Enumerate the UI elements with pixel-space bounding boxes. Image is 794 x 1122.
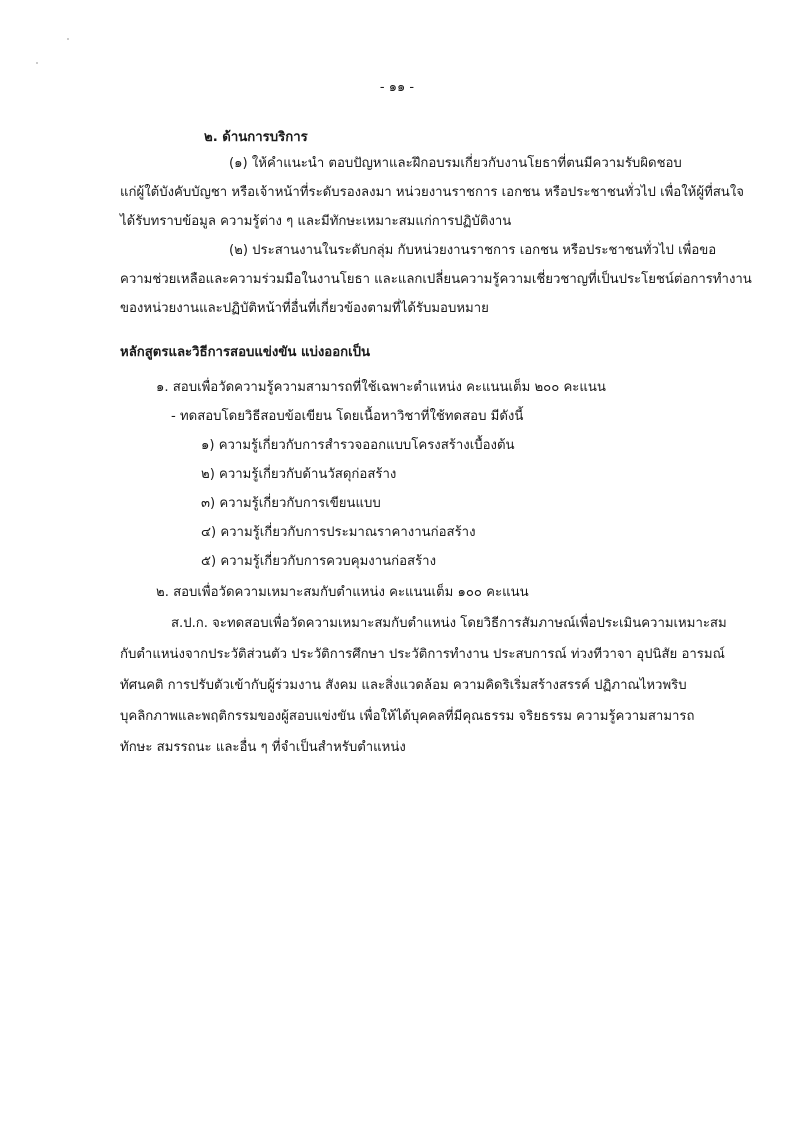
service-item-2-line-2: ความช่วยเหลือและความร่วมมือในงานโยธา และแลกเปลี่ยนความรู้ความเชี่ยวชาญที่เป็นประโยชน์ต่อการทำงาน [120, 272, 752, 287]
section-heading-service: ๒. ด้านการบริการ [204, 130, 308, 145]
service-item-2-line-3: ของหน่วยงานและปฏิบัติหน้าที่อื่นที่เกี่ยวข้องตามที่ได้รับมอบหมาย [120, 301, 489, 316]
exam-part-1: ๑. สอบเพื่อวัดความรู้ความสามารถที่ใช้เฉพาะตำแหน่ง คะแนนเต็ม ๒๐๐ คะแนน [156, 380, 606, 395]
exam-part-2-desc-line-4: บุคลิกภาพและพฤติกรรมของผู้สอบแข่งขัน เพื่อให้ได้บุคคลที่มีคุณธรรม จริยธรรม ความรู้ความสามารถ [120, 709, 695, 724]
exam-part-2-desc-line-1: ส.ป.ก. จะทดสอบเพื่อวัดความเหมาะสมกับตำแหน่ง โดยวิธีการสัมภาษณ์เพื่อประเมินความเหมาะสม [171, 616, 727, 631]
service-item-2-line-1: (๒) ประสานงานในระดับกลุ่ม กับหน่วยงานราชการ เอกชน หรือประชาชนทั่วไป เพื่อขอ [229, 243, 717, 258]
service-item-1-line-1: (๑) ให้คำแนะนำ ตอบปัญหาและฝึกอบรมเกี่ยวกับงานโยธาที่ตนมีความรับผิดชอบ [229, 156, 682, 171]
page-number: - ๑๑ - [379, 80, 415, 95]
service-item-1-line-3: ได้รับทราบข้อมูล ความรู้ต่าง ๆ และมีทักษะเหมาะสมแก่การปฏิบัติงาน [120, 214, 512, 229]
service-item-1-line-2: แก่ผู้ใต้บังคับบัญชา หรือเจ้าหน้าที่ระดับรองลงมา หน่วยงานราชการ เอกชน หรือประชาชนทั่วไป เพื่อให้ผู้ที่สนใจ [120, 185, 744, 200]
subject-item-5: ๕) ความรู้เกี่ยวกับการควบคุมงานก่อสร้าง [201, 554, 437, 569]
subject-item-2: ๒) ความรู้เกี่ยวกับด้านวัสดุก่อสร้าง [201, 467, 397, 482]
exam-part-1-method: - ทดสอบโดยวิธีสอบข้อเขียน โดยเนื้อหาวิชาที่ใช้ทดสอบ มีดังนี้ [171, 409, 524, 424]
exam-part-2-desc-line-2: กับตำแหน่งจากประวัติส่วนตัว ประวัติการศึกษา ประวัติการทำงาน ประสบการณ์ ท่วงทีวาจา อุปนิสัย อารมณ์ [120, 647, 725, 662]
scan-speck [67, 38, 69, 40]
subject-item-4: ๔) ความรู้เกี่ยวกับการประมาณราคางานก่อสร้าง [201, 525, 476, 540]
subject-item-3: ๓) ความรู้เกี่ยวกับการเขียนแบบ [201, 496, 381, 511]
exam-part-2: ๒. สอบเพื่อวัดความเหมาะสมกับตำแหน่ง คะแนนเต็ม ๑๐๐ คะแนน [156, 585, 529, 600]
subject-item-1: ๑) ความรู้เกี่ยวกับการสำรวจออกแบบโครงสร้างเบื้องต้น [201, 438, 515, 453]
scan-speck [36, 62, 38, 64]
exam-part-2-desc-line-3: ทัศนคติ การปรับตัวเข้ากับผู้ร่วมงาน สังคม และสิ่งแวดล้อม ความคิดริเริ่มสร้างสรรค์ ปฏิภาณไหวพริบ [120, 678, 687, 693]
criteria-heading: หลักสูตรและวิธีการสอบแข่งขัน แบ่งออกเป็น [120, 345, 370, 360]
exam-part-2-desc-line-5: ทักษะ สมรรถนะ และอื่น ๆ ที่จำเป็นสำหรับตำแหน่ง [120, 740, 406, 755]
